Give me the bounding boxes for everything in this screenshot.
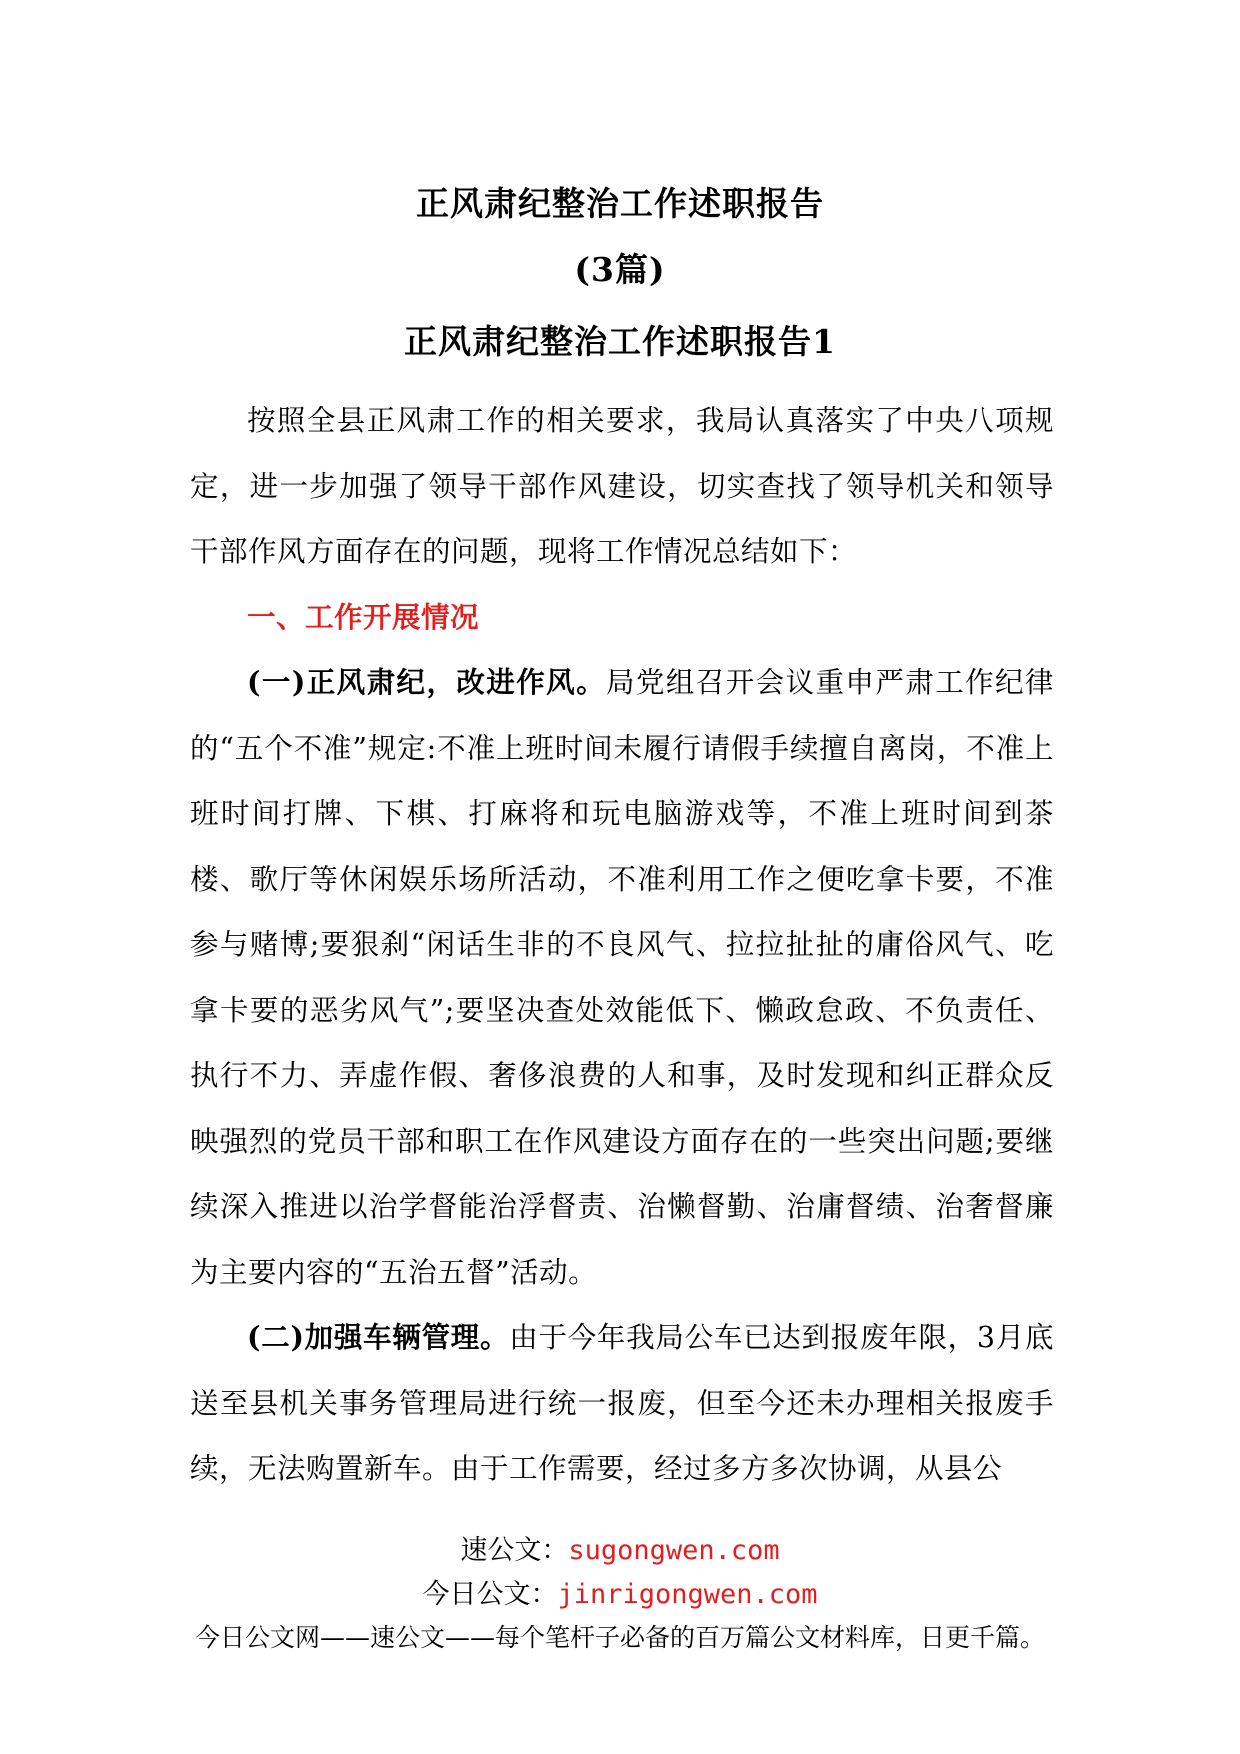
footer-line-2 [0,1572,1240,1611]
document-body [190,388,1054,1502]
item-1-lead: (一)正风肃纪，改进作风。 [247,665,607,699]
section-heading-1: 一、工作开展情况 [247,599,480,634]
intro-paragraph: 按照全县正风肃工作的相关要求，我局认真落实了中央八项规定，进一步加强了领导干部作风建设，切实查找了领导机关和领导干部作风方面存在的问题，现将工作情况总结如下： [190,404,1054,568]
item-2-paragraph [190,1305,1054,1502]
footer-link-jinrigongwen[interactable]: jinrigongwen.com [557,1579,818,1610]
item-1-paragraph [190,650,1054,1305]
document-count: (3篇) [574,250,666,289]
item-1-body: 局党组召开会议重申严肃工作纪律的“五个不准”规定:不准上班时间未履行请假手续擅自离岗，不准上班时间打牌、下棋、打麻将和玩电脑游戏等，不准上班时间到茶楼、歌厅等休闲娱乐场所活动，不准利用工作之便吃拿卡要，不准参与赌博;要狠刹“闲话生非的不良风气、拉拉扯扯的庸俗风气、吃拿卡要的恶劣风气”;要坚决查处效能低下、懒政怠政、不负责任、执行不力、弄虚作假、奢侈浪费的人和事，及时发现和纠正群众反映强烈的党员干部和职工在作风建设方面存在的一些突出问题;要继续深入推进以治学督能治浮督责、治懒督勤、治庸督绩、治奢督廉为主要内容的“五治五督”活动。 [190,666,1054,1289]
footer-label-1: 速公文： [460,1535,569,1566]
footer-slogan [0,1618,1240,1654]
document-title: 正风肃纪整治工作述职报告 [416,184,824,223]
item-2-lead: (二)加强车辆管理。 [247,1320,510,1354]
footer-slogan-text: 今日公文网——速公文——每个笔杆子必备的百万篇公文材料库，日更千篇。 [194,1623,1045,1652]
item-2-body: 由于今年我局公车已达到报废年限，3月底送至县机关事务管理局进行统一报废，但至今还未办理相关报废手续，无法购置新车。由于工作需要，经过多方多次协调，从县公 [190,1321,1054,1485]
footer-link-sugongwen[interactable]: sugongwen.com [568,1535,780,1566]
footer-label-2: 今日公文： [422,1579,558,1610]
footer-line-1 [0,1528,1240,1567]
report-subtitle: 正风肃纪整治工作述职报告1 [404,322,836,361]
